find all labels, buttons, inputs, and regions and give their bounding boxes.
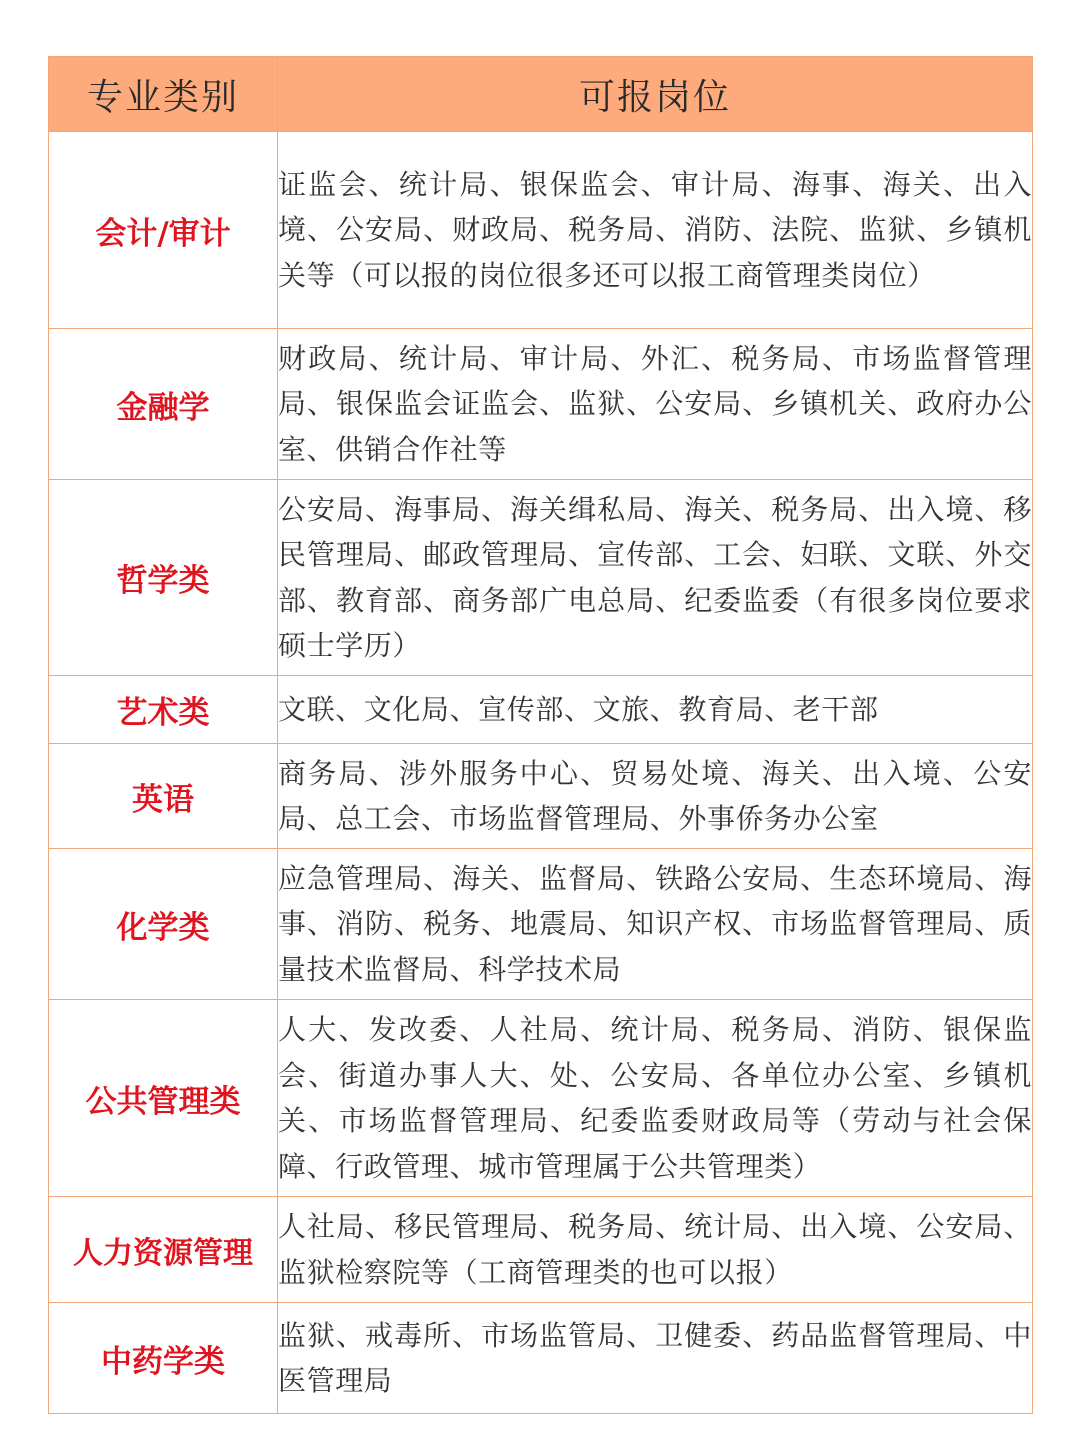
positions-cell: 应急管理局、海关、监督局、铁路公安局、生态环境局、海事、消防、税务、地震局、知识产权、市场监督管理局、质量技术监督局、科学技术局 [278, 849, 1033, 1000]
category-cell: 会计/审计 [49, 132, 278, 329]
category-cell: 人力资源管理 [49, 1197, 278, 1303]
positions-cell: 人社局、移民管理局、税务局、统计局、出入境、公安局、监狱检察院等（工商管理类的也可以报） [278, 1197, 1033, 1303]
positions-cell: 文联、文化局、宣传部、文旅、教育局、老干部 [278, 676, 1033, 744]
table-row [49, 849, 1033, 1000]
positions-cell: 商务局、涉外服务中心、贸易处境、海关、出入境、公安局、总工会、市场监督管理局、外事侨务办公室 [278, 744, 1033, 849]
positions-cell: 人大、发改委、人社局、统计局、税务局、消防、银保监会、街道办事人大、处、公安局、各单位办公室、乡镇机关、市场监督管理局、纪委监委财政局等（劳动与社会保障、行政管理、城市管理属于公共管理类） [278, 1000, 1033, 1197]
positions-cell: 公安局、海事局、海关缉私局、海关、税务局、出入境、移民管理局、邮政管理局、宣传部、工会、妇联、文联、外交部、教育部、商务部广电总局、纪委监委（有很多岗位要求硕士学历） [278, 480, 1033, 676]
table-row [49, 480, 1033, 676]
table-row [49, 1303, 1033, 1414]
category-cell: 艺术类 [49, 676, 278, 744]
category-cell: 中药学类 [49, 1303, 278, 1414]
category-cell: 哲学类 [49, 480, 278, 676]
header-positions: 可报岗位 [278, 57, 1033, 132]
table-row [49, 744, 1033, 849]
positions-cell: 监狱、戒毒所、市场监管局、卫健委、药品监督管理局、中医管理局 [278, 1303, 1033, 1414]
category-cell: 化学类 [49, 849, 278, 1000]
header-row [49, 57, 1033, 132]
table-row [49, 132, 1033, 329]
table-row [49, 676, 1033, 744]
table-row [49, 1197, 1033, 1303]
positions-cell: 证监会、统计局、银保监会、审计局、海事、海关、出入境、公安局、财政局、税务局、消防、法院、监狱、乡镇机关等（可以报的岗位很多还可以报工商管理类岗位） [278, 132, 1033, 329]
positions-cell: 财政局、统计局、审计局、外汇、税务局、市场监督管理局、银保监会证监会、监狱、公安局、乡镇机关、政府办公室、供销合作社等 [278, 329, 1033, 480]
category-cell: 英语 [49, 744, 278, 849]
table-row [49, 1000, 1033, 1197]
category-cell: 公共管理类 [49, 1000, 278, 1197]
header-category: 专业类别 [49, 57, 278, 132]
table-row [49, 329, 1033, 480]
category-cell: 金融学 [49, 329, 278, 480]
job-positions-table [48, 56, 1033, 1414]
